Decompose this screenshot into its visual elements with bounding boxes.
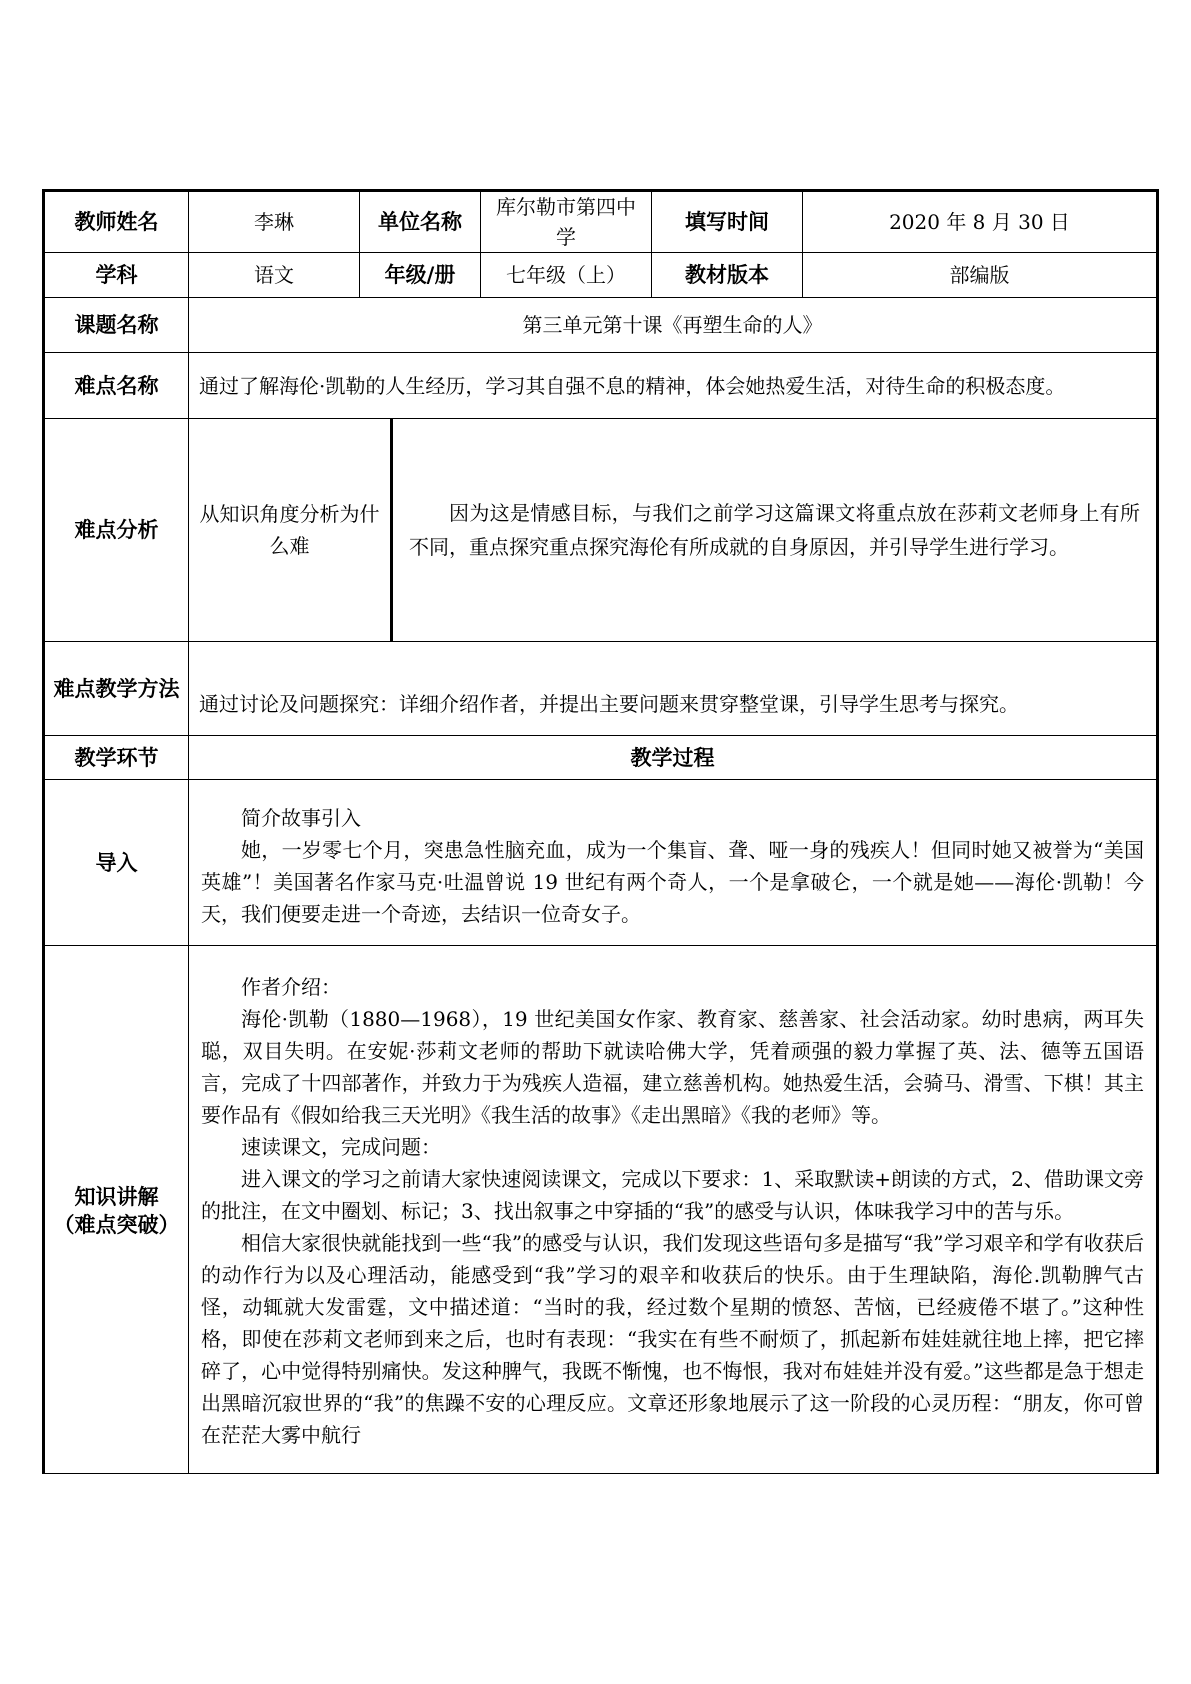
process-header-row: [44, 736, 1158, 780]
method-label: 难点教学方法: [44, 642, 189, 736]
unit-label: 单位名称: [360, 191, 481, 253]
unit-value: 库尔勒市第四中学: [481, 191, 652, 253]
intro-p1: 简介故事引入: [241, 805, 361, 830]
intro-text: [189, 796, 1156, 930]
edition-label: 教材版本: [652, 253, 803, 298]
knowledge-p2: 海伦·凯勒（1880—1968），19 世纪美国女作家、教育家、慈善家、社会活动家。幼时患病，两耳失聪，双目失明。在安妮·莎莉文老师的帮助下就读哈佛大学，凭着顽强的毅力掌握了英、法、德等五国语言，完成了十四部著作，并致力于为残疾人造福，建立慈善机构。她热爱生活，会骑马、滑雪、下棋！其主要作品有《假如给我三天光明》《我生活的故事》《走出黑暗》《我的老师》等。: [201, 1006, 1144, 1127]
knowledge-p4: 进入课文的学习之前请大家快速阅读课文，完成以下要求：1、采取默读+朗读的方式，2、借助课文旁的批注，在文中圈划、标记；3、找出叙事之中穿插的“我”的感受与认识，体味我学习中的苦与乐。: [201, 1166, 1144, 1223]
analysis-text-part2: 重点探究海伦有所成就的自身原因，并引导学生进行学习。: [549, 535, 1069, 559]
difficulty-value: 通过了解海伦·凯勒的人生经历，学习其自强不息的精神，体会她热爱生活，对待生命的积极态度。: [199, 373, 1066, 398]
topic-value: 第三单元第十课《再塑生命的人》: [189, 298, 1158, 353]
header-row-1: [44, 191, 1158, 253]
header-row-2: [44, 253, 1158, 298]
knowledge-p5: 相信大家很快就能找到一些“我”的感受与认识，我们发现这些语句多是描写“我”学习艰辛和学有收获后的动作行为以及心理活动，能感受到“我”学习的艰辛和收获后的快乐。由于生理缺陷，海伦.凯勒脾气古怪，动辄就大发雷霆，文中描述道：“当时的我，经过数个星期的愤怒、苦恼，已经疲倦不堪了。”这种性格，即使在莎莉文老师到来之后，也时有表现：“我实在有些不耐烦了，抓起新布娃娃就往地上摔，把它摔碎了，心中觉得特别痛快。发这种脾气，我既不惭愧，也不悔恨，我对布娃娃并没有爱。”这些都是急于想走出黑暗沉寂世界的“我”的焦躁不安的心理反应。文章还形象地展示了这一阶段的心灵历程：“朋友，你可曾在茫茫大雾中航行: [201, 1230, 1144, 1447]
knowledge-p1: 作者介绍：: [241, 974, 341, 999]
knowledge-row: [44, 946, 1158, 1474]
teacher-label: 教师姓名: [44, 191, 189, 253]
analysis-sub-label: 从知识角度分析为什么难: [189, 419, 393, 641]
knowledge-p3: 速读课文，完成问题：: [241, 1134, 441, 1159]
knowledge-label-line1: 知识讲解: [74, 1184, 159, 1209]
grade-label: 年级/册: [360, 253, 481, 298]
topic-label: 课题名称: [44, 298, 189, 353]
date-value: 2020 年 8 月 30 日: [803, 191, 1158, 253]
subject-value: 语文: [189, 253, 360, 298]
topic-row: [44, 298, 1158, 353]
intro-p2: 她，一岁零七个月，突患急性脑充血，成为一个集盲、聋、哑一身的残疾人！但同时她又被誉为“美国英雄”！美国著名作家马克·吐温曾说 19 世纪有两个奇人，一个是拿破仑，一个就是她——海伦·凯勒！今天，我们便要走进一个奇迹，去结识一位奇女子。: [201, 837, 1144, 926]
process-header-label: 教学环节: [44, 736, 189, 780]
lesson-plan-table: [42, 189, 1159, 1474]
analysis-split: [189, 419, 1156, 641]
difficulty-label: 难点名称: [44, 353, 189, 419]
analysis-text: [393, 419, 1156, 641]
intro-label: 导入: [44, 780, 189, 946]
analysis-label: 难点分析: [44, 419, 189, 642]
knowledge-text: [189, 969, 1156, 1451]
subject-label: 学科: [44, 253, 189, 298]
method-value: 通过讨论及问题探究：详细介绍作者，并提出主要问题来贯穿整堂课，引导学生思考与探究。: [199, 691, 1019, 716]
difficulty-row: [44, 353, 1158, 419]
teacher-value: 李琳: [189, 191, 360, 253]
process-header-value: 教学过程: [189, 736, 1158, 780]
intro-row: [44, 780, 1158, 946]
grade-value: 七年级（上）: [481, 253, 652, 298]
method-row: [44, 642, 1158, 736]
date-label: 填写时间: [652, 191, 803, 253]
analysis-text-part1: 因为这是情感目标，与我们之前学习这篇课文将重点放在莎莉文老师身上有所不同，重点探究: [409, 501, 1140, 559]
analysis-row: [44, 419, 1158, 642]
edition-value: 部编版: [803, 253, 1158, 298]
knowledge-label: [45, 1181, 188, 1239]
knowledge-label-line2: （难点突破）: [53, 1212, 180, 1237]
